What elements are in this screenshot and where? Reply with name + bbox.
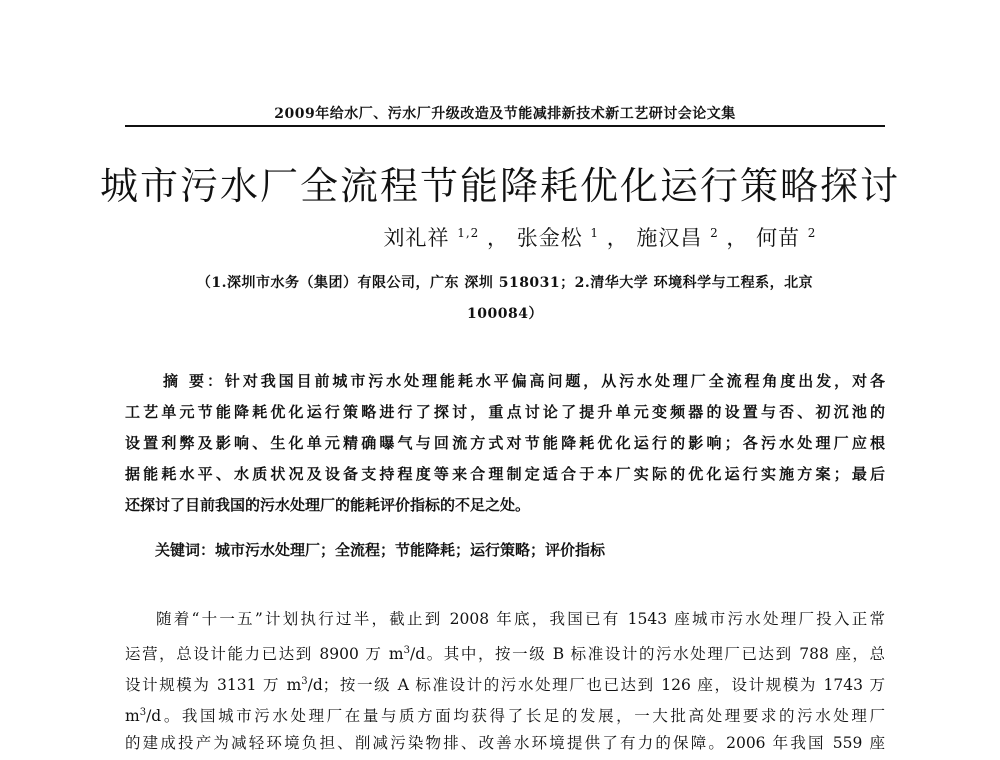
unit-superscript: 3 — [139, 707, 147, 718]
author-name: 施汉昌 — [636, 226, 703, 250]
body-line — [125, 666, 885, 697]
abstract-line: 还探讨了目前我国的污水处理厂的能耗评价指标的不足之处。 — [125, 496, 531, 514]
body-line: 随着“十一五”计划执行过半，截止到 2008 年底，我国已有 1543 座城市污水处理厂投入正常 — [156, 610, 885, 628]
keywords-label: 关键词： — [155, 541, 216, 559]
abstract-label: 摘 要： — [163, 372, 225, 390]
abstract — [125, 366, 885, 521]
keywords-text: 城市污水处理厂；全流程；节能降耗；运行策略；评价指标 — [215, 541, 606, 559]
body-line: 的建成投产为减轻环境负担、削减污染物排、改善水环境提供了有力的保障。2006 年我国 559 座 — [125, 734, 885, 752]
unit-superscript: 3 — [301, 676, 308, 687]
paper-title: 城市污水厂全流程节能降耗优化运行策略探讨 — [99, 164, 900, 208]
author-affil-mark: 1,2 — [457, 226, 480, 240]
body-text: /d；按一级 A 标准设计的污水处理厂也已达到 126 座，设计规模为 1743 万 — [307, 676, 885, 695]
body-line — [125, 697, 885, 728]
header-rule — [125, 125, 885, 127]
author-name: 何苗 — [756, 226, 801, 250]
body-paragraph — [125, 604, 885, 759]
body-text: m — [125, 707, 140, 726]
running-head: 2009年给水厂、污水厂升级改造及节能减排新技术新工艺研讨会论文集 — [274, 106, 736, 122]
body-line — [125, 635, 885, 666]
author-list — [200, 222, 1000, 252]
author-separator: ， — [606, 226, 629, 250]
abstract-line — [125, 366, 885, 397]
affiliation-line: 100084） — [467, 306, 543, 322]
keywords — [155, 539, 605, 560]
unit-superscript: 3 — [403, 645, 410, 656]
body-text: /d。其中，按一级 B 标准设计的污水处理厂已达到 788 座，总 — [410, 645, 885, 664]
author-name: 张金松 — [516, 226, 583, 250]
body-text: 运营，总设计能力已达到 8900 万 m — [125, 645, 404, 664]
body-text: /d。我国城市污水处理厂在量与质方面均获得了长足的发展，一大批高处理要求的污水处理厂 — [146, 707, 885, 726]
body-text: 设计规模为 3131 万 m — [125, 676, 302, 695]
abstract-line: 工艺单元节能降耗优化运行策略进行了探讨，重点讨论了提升单元变频器的设置与否、初沉池的 — [125, 403, 885, 421]
author-affil-mark: 2 — [710, 226, 719, 240]
author-affil-mark: 1 — [590, 226, 600, 240]
abstract-line: 设置利弊及影响、生化单元精确曝气与回流方式对节能降耗优化运行的影响；各污水处理厂应根 — [125, 434, 885, 452]
abstract-text: 针对我国目前城市污水处理能耗水平偏高问题，从污水处理厂全流程角度出发，对各 — [224, 372, 885, 390]
author-separator: ， — [487, 226, 510, 250]
author-affil-mark: 2 — [807, 226, 817, 240]
abstract-line: 据能耗水平、水质状况及设备支持程度等来合理制定适合于本厂实际的优化运行实施方案；最后 — [125, 465, 885, 483]
author-separator: ， — [726, 226, 749, 250]
affiliation-line: （1.深圳市水务（集团）有限公司，广东 深圳 518031；2.清华大学 环境科学与工程系，北京 — [196, 275, 814, 291]
author-name: 刘礼祥 — [383, 226, 450, 250]
